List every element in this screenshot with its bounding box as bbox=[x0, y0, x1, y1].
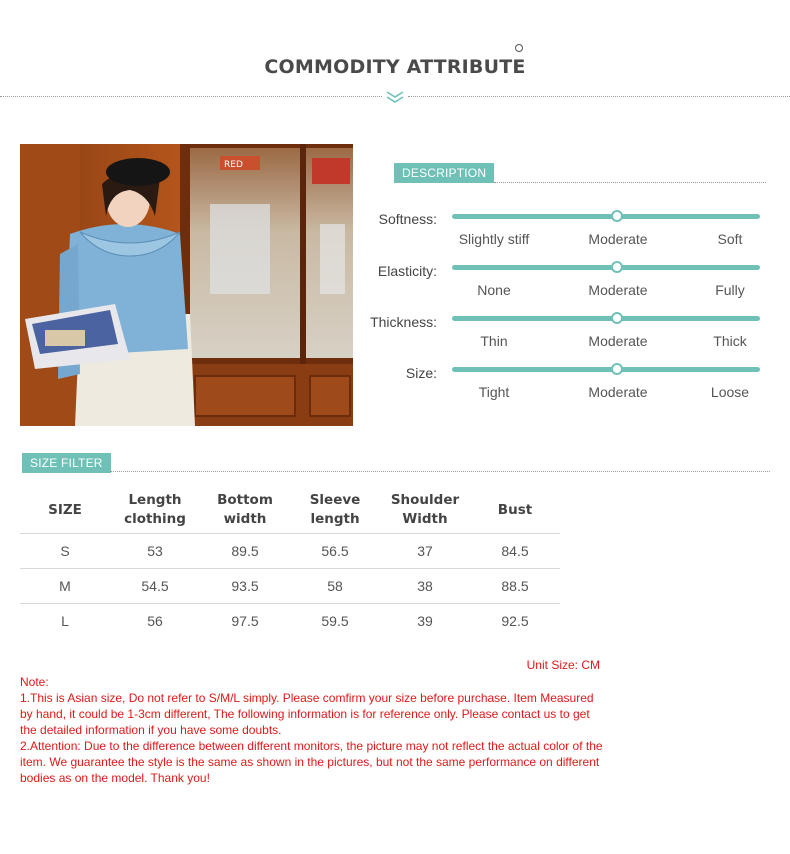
header-sleeve-length: Sleeve length bbox=[290, 488, 380, 533]
thickness-scale-high: Thick bbox=[713, 333, 747, 349]
header-size: SIZE bbox=[20, 488, 110, 533]
size-slider bbox=[452, 367, 760, 372]
product-photo bbox=[20, 144, 353, 426]
elasticity-scale-low: None bbox=[477, 282, 511, 298]
softness-label: Softness: bbox=[378, 211, 437, 227]
size-table bbox=[20, 488, 560, 638]
cell-bust: 84.5 bbox=[470, 533, 560, 568]
size-filter-tag: SIZE FILTER bbox=[22, 453, 111, 473]
photo-sign-text: RED bbox=[224, 160, 243, 170]
header-shoulder-width: Shoulder Width bbox=[380, 488, 470, 533]
header-bottom-width: Bottom width bbox=[200, 488, 290, 533]
header-divider-right bbox=[408, 96, 790, 97]
cell-size: M bbox=[20, 568, 110, 603]
chevron-down-icon bbox=[385, 90, 405, 104]
cell-sleeve: 56.5 bbox=[290, 533, 380, 568]
size-filter-divider bbox=[110, 471, 770, 472]
size-scale-high: Loose bbox=[710, 384, 750, 400]
softness-scale-low: Slightly stiff bbox=[458, 231, 530, 247]
cell-size: L bbox=[61, 612, 69, 629]
table-row bbox=[20, 568, 560, 603]
cell-length: 56 bbox=[147, 612, 163, 629]
cell-shoulder: 39 bbox=[417, 612, 433, 629]
page-title: COMMODITY ATTRIBUTE bbox=[264, 56, 526, 78]
elasticity-knob bbox=[611, 261, 623, 273]
cell-sleeve: 58 bbox=[290, 568, 380, 603]
size-scale-low: Tight bbox=[478, 384, 510, 400]
softness-scale-mid: Moderate bbox=[588, 231, 648, 247]
softness-slider bbox=[452, 214, 760, 219]
thickness-label: Thickness: bbox=[370, 314, 437, 330]
cell-size: S bbox=[20, 533, 110, 568]
size-knob bbox=[611, 363, 623, 375]
note-heading: Note: bbox=[20, 675, 49, 689]
cell-sleeve: 59.5 bbox=[321, 612, 349, 629]
title-degree-mark bbox=[515, 44, 523, 52]
header-length-clothing: Length clothing bbox=[110, 488, 200, 533]
unit-size-label: Unit Size: CM bbox=[526, 658, 600, 672]
table-row bbox=[20, 603, 560, 638]
cell-shoulder: 37 bbox=[380, 533, 470, 568]
thickness-scale-low: Thin bbox=[480, 333, 508, 349]
cell-length: 53 bbox=[110, 533, 200, 568]
softness-scale-high: Soft bbox=[717, 231, 743, 247]
size-label: Size: bbox=[405, 365, 437, 381]
elasticity-slider bbox=[452, 265, 760, 270]
cell-shoulder: 38 bbox=[380, 568, 470, 603]
cell-bottom-width: 97.5 bbox=[231, 612, 259, 629]
elasticity-scale-mid: Moderate bbox=[588, 282, 648, 298]
size-scale-mid: Moderate bbox=[588, 384, 648, 400]
cell-bottom-width: 93.5 bbox=[200, 568, 290, 603]
note-block bbox=[20, 674, 605, 786]
softness-knob bbox=[611, 210, 623, 222]
thickness-knob bbox=[611, 312, 623, 324]
note-item-1: 1.This is Asian size, Do not refer to S/M/L simply. Please comfirm your size before purchase. Item Measured by hand, it could be 1-3cm different, The following information is for reference only. Please contact us to get the detailed information if you have some doubts. bbox=[20, 691, 594, 737]
table-row bbox=[20, 533, 560, 568]
cell-bust: 88.5 bbox=[470, 568, 560, 603]
note-item-2: 2.Attention: Due to the difference between different monitors, the picture may not reflect the actual color of the item. We guarantee the style is the same as shown in the pictures, but not the same performance on different bodies as on the model. Thank you! bbox=[20, 739, 603, 785]
cell-length: 54.5 bbox=[110, 568, 200, 603]
elasticity-label: Elasticity: bbox=[377, 263, 437, 279]
elasticity-scale-high: Fully bbox=[715, 282, 745, 298]
cell-bust: 92.5 bbox=[501, 612, 529, 629]
header-divider-left bbox=[0, 96, 382, 97]
thickness-scale-mid: Moderate bbox=[588, 333, 648, 349]
description-divider bbox=[494, 182, 766, 183]
cell-bottom-width: 89.5 bbox=[200, 533, 290, 568]
header-bust: Bust bbox=[470, 488, 560, 533]
size-table-header bbox=[20, 488, 560, 533]
description-tag: DESCRIPTION bbox=[394, 163, 494, 183]
thickness-slider bbox=[452, 316, 760, 321]
